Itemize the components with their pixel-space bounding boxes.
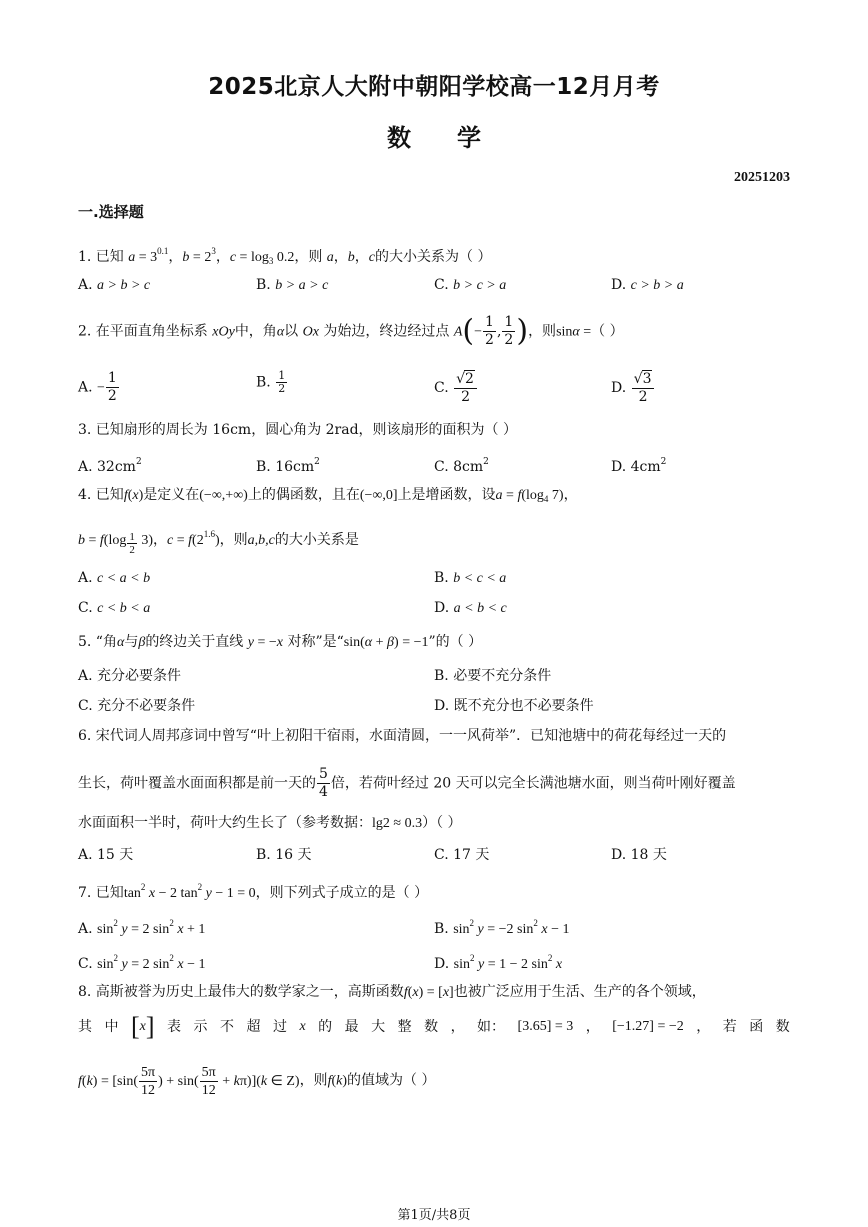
page-number: 第1页/共8页 [397,1208,471,1223]
question-3-option-d: D. $4cm^2$ [611,457,667,475]
question-2-option-d: D. $\frac{√3}{2}$ [611,370,655,406]
question-1-option-a: A. a > b > c [78,277,151,293]
question-5-option-b: B. 必要不充分条件 [434,668,552,684]
question-4-option-c: C. c < b < a [78,600,151,616]
question-8-stem-line-3: f(k) = [sin( $\frac{5\pi}{12}$ ) + sin( $\frac{5\pi}{12}$ + kπ)](k ∈ Z)，则f(k)的值域为（ ） [78,1065,436,1098]
question-6-option-d: D. 18 天 [611,847,667,863]
question-1-option-d: D. c > b > a [611,277,684,293]
question-5-option-c: C. 充分不必要条件 [78,698,196,714]
question-7-option-b: B. $\sin^2 y = -2$ $\sin^2 x - 1$ [434,918,570,937]
question-5-stem: 5. “角α与β的终边关于直线 y = −x 对称”是“sin(α + β) = −1”的（ ） [78,634,483,650]
question-1-option-c: C. b > c > a [434,277,507,293]
question-3-option-c: C. $8cm^2$ [434,457,489,475]
exam-date: 20251203 [734,170,790,185]
question-7-option-d: D. $\sin^2 y = 1 - 2$ $\sin^2 x$ [434,953,563,972]
question-4-option-a: A. c < a < b [78,570,151,586]
question-8-stem-line-2: 其 中 [x] 表 示 不 超 过 x 的 最 大 整 数 ， 如： [3.65] = 3 ， [−1.27] = −2 ， 若 函 数 [78,1012,790,1041]
question-6-stem-line-1: 6. 宋代词人周邦彦词中曾写“叶上初阳干宿雨，水面清圆，一一风荷举”．已知池塘中的荷花每经过一天的 [78,728,727,744]
question-2-stem: 2. 在平面直角坐标系 xOy中，角α以 Ox 为始边，终边经过点 A(− $\frac{1}{2}$ , $\frac{1}{2}$ )，则sinα =（ ） [78,313,624,349]
question-6-option-b: B. 16 天 [256,847,312,863]
question-4-stem-line-2: b = f(log $_{\frac{1}{2}}$ 3)，$c = f(2^{1.6})$，则a,b,c的大小关系是 [78,529,359,556]
question-5-option-a: A. 充分必要条件 [78,668,182,684]
question-1-stem: 1. 已知 $a = 3^{0.1}$，$b = 2^3$，$c = \log_3 0.2$，则 a，b，c的大小关系为（ ） [78,246,492,266]
question-6-stem-line-3: 水面面积一半时，荷叶大约生长了（参考数据：lg2 ≈ 0.3）（ ） [78,815,462,831]
question-2-option-c: C. $\frac{√2}{2}$ [434,370,478,406]
question-6-stem-line-2: 生长，荷叶覆盖水面面积都是前一天的 $\frac{5}{4}$ 倍，若荷叶经过 20 天可以完全长满池塘水面，则当荷叶刚好覆盖 [78,766,736,800]
question-4-option-b: B. b < c < a [434,570,507,586]
question-3-option-a: A. $32cm^2$ [78,457,142,475]
question-6-option-c: C. 17 天 [434,847,490,863]
question-7-option-a: A. $\sin^2 y = 2$ $\sin^2 x + 1$ [78,918,206,937]
page-title: 2025北京人大附中朝阳学校高一12月月考 [208,74,660,100]
question-4-stem-line-1: 4. 已知f(x)是定义在(−∞,+∞)上的偶函数，且在(−∞,0]上是增函数，设$a = f(\log_4$ 7)， [78,487,578,504]
question-5-option-d: D. 既不充分也不必要条件 [434,698,594,714]
question-6-option-a: A. 15 天 [78,847,134,863]
section-heading: 一.选择题 [78,203,144,221]
question-7-stem: 7. 已知$\tan^2 x - 2$ $\tan^2 y - 1 = 0$，则下列式子成立的是（ ） [78,882,429,901]
question-1-option-b: B. b > a > c [256,277,329,293]
question-7-option-c: C. $\sin^2 y = 2$ $\sin^2 x - 1$ [78,953,206,972]
question-2-option-b: B. $\frac{1}{2}$ [256,369,286,395]
question-8-stem-line-1: 8. 高斯被誉为历史上最伟大的数学家之一，高斯函数f(x) = [x]也被广泛应用于生活、生产的各个领域， [78,984,706,1000]
subject-title: 数学 [387,124,527,152]
question-3-stem: 3. 已知扇形的周长为 16cm，圆心角为 2rad，则该扇形的面积为（ ） [78,422,517,438]
question-3-option-b: B. $16cm^2$ [256,457,320,475]
question-4-option-d: D. a < b < c [434,600,507,616]
question-2-option-a: A. − $\frac{1}{2}$ [78,370,117,404]
